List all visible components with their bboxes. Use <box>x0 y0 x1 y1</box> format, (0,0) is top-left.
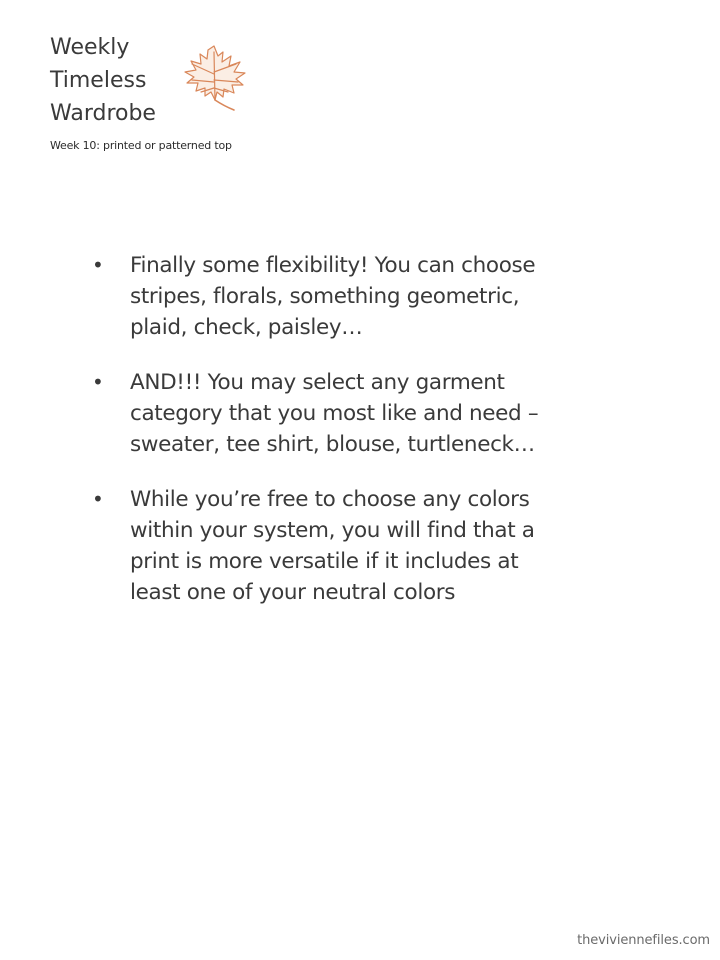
bullet-line: Finally some flexibility! You can choose <box>130 253 536 278</box>
title-line-2: Timeless <box>50 68 147 93</box>
bullet-line: While you’re free to choose any colors <box>130 487 530 512</box>
bullet-line: category that you most like and need – <box>130 401 539 426</box>
page-title <box>50 31 180 130</box>
bullet-line: stripes, florals, something geometric, <box>130 284 520 309</box>
bullet-item-flexibility <box>92 250 652 343</box>
bullet-marker: • <box>92 370 104 394</box>
bullet-marker: • <box>92 487 104 511</box>
bullet-line: AND!!! You may select any garment <box>130 370 505 395</box>
bullet-item-garment-category <box>92 367 652 460</box>
bullet-line: print is more versatile if it includes at <box>130 549 519 574</box>
maple-leaf-icon <box>174 42 252 116</box>
site-watermark: theviviennefiles.com <box>577 933 710 948</box>
bullet-line: sweater, tee shirt, blouse, turtleneck… <box>130 432 535 457</box>
bullet-item-colors <box>92 484 652 608</box>
week-subtitle: Week 10: printed or patterned top <box>50 139 232 152</box>
title-line-3: Wardrobe <box>50 101 156 126</box>
bullet-line: within your system, you will find that a <box>130 518 535 543</box>
title-line-1: Weekly <box>50 35 130 60</box>
bullet-line: plaid, check, paisley… <box>130 315 363 340</box>
bullet-line: least one of your neutral colors <box>130 580 456 605</box>
bullet-list <box>92 250 652 632</box>
bullet-marker: • <box>92 253 104 277</box>
